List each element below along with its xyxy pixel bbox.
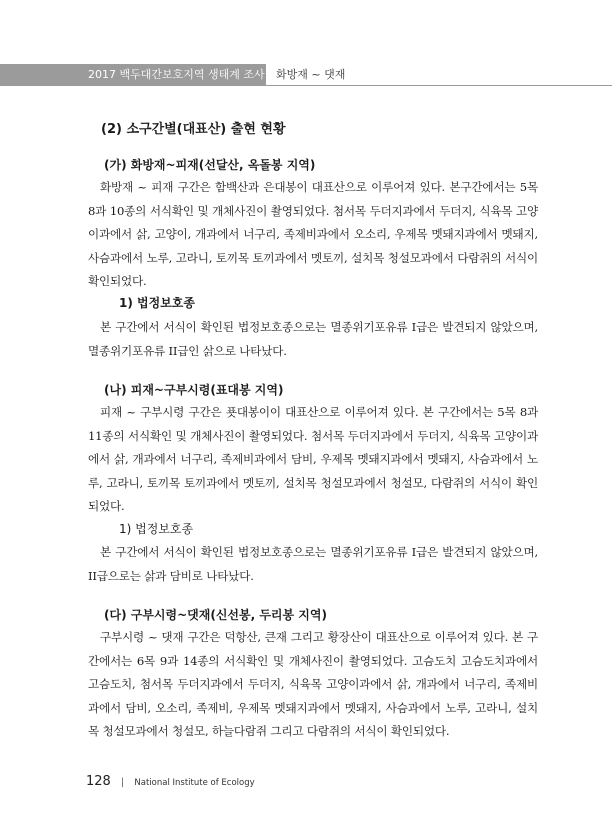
page-footer — [86, 770, 255, 789]
subsection-c-paragraph: 구부시령 ~ 댓재 구간은 덕항산, 큰재 그리고 황장산이 대표산으로 이루어져 있다. 본 구간에서는 6목 9과 14종의 서식확인 및 개체사진이 촬영되었다. 고슴도치 고슴도치과에서 고슴도치, 첨서목 두더지과에서 두더지, 식육목 고양이과에서 삵, 개과에서 너구리, 족제비과에서 담비, 오소리, 족제비, 우제목 멧돼지과에서 멧돼지, 사슴과에서 노루, 고라니, 설치목 청설모과에서 청설모, 하늘다람쥐 그리고 다람쥐의 서식이 확인되었다. — [88, 630, 538, 739]
subsection-a-paragraph: 화방재 ~ 피재 구간은 함백산과 은대봉이 대표산으로 이루어져 있다. 본구간에서는 5목 8과 10종의 서식확인 및 개체사진이 촬영되었다. 첨서목 두더지과에서 두더지, 식육목 고양이과에서 삵, 고양이, 개과에서 너구리, 족제비과에서 오소리, 우제목 멧돼지과에서 멧돼지, 사슴과에서 노루, 고라니, 토끼목 토끼과에서 멧토끼, 설치목 청설모과에서 다람쥐의 서식이 확인되었다. — [88, 180, 538, 289]
subsection-a-legal-paragraph: 본 구간에서 서식이 확인된 법정보호종으로는 멸종위기포유류 I급은 발견되지 않았으며, 멸종위기포유류 II급인 삵으로 나타났다. — [88, 320, 538, 358]
subsection-a-title: (가) 화방재~피재(선달산, 옥돌봉 지역) — [104, 158, 316, 172]
page-number: 128 — [86, 774, 111, 789]
header-title: 2017 백두대간보호지역 생태계 조사 — [88, 68, 265, 81]
footer-organization: National Institute of Ecology — [134, 778, 255, 788]
section-title: (2) 소구간별(대표산) 출현 현황 — [101, 122, 286, 137]
subsection-b-title: (나) 피재~구부시령(표대봉 지역) — [104, 383, 284, 397]
subsection-c-title: (다) 구부시령~댓재(신선봉, 두리봉 지역) — [104, 608, 327, 622]
footer-separator: | — [120, 777, 125, 788]
running-header — [0, 64, 612, 86]
subsection-b-legal-title: 1) 법정보호종 — [119, 522, 194, 536]
header-subtitle: 화방재 ~ 댓재 — [276, 68, 346, 81]
subsection-a-legal-title: 1) 법정보호종 — [119, 296, 195, 310]
subsection-b-paragraph: 피재 ~ 구부시령 구간은 푯대봉이이 대표산으로 이루어져 있다. 본 구간에서는 5목 8과 11종의 서식확인 및 개체사진이 촬영되었다. 첨서목 두더지과에서 두더지, 식육목 고양이과에서 삵, 개과에서 너구리, 족제비과에서 담비, 우제목 멧돼지과에서 멧돼지, 사슴과에서 노루, 고라니, 토끼목 토끼과에서 멧토끼, 설치목 청설모과에서 청설모, 다람쥐의 서식이 확인되었다. — [88, 405, 538, 514]
subsection-b-legal-paragraph: 본 구간에서 서식이 확인된 법정보호종으로는 멸종위기포유류 I급은 발견되지 않았으며, II급으로는 삵과 담비로 나타났다. — [88, 545, 538, 583]
